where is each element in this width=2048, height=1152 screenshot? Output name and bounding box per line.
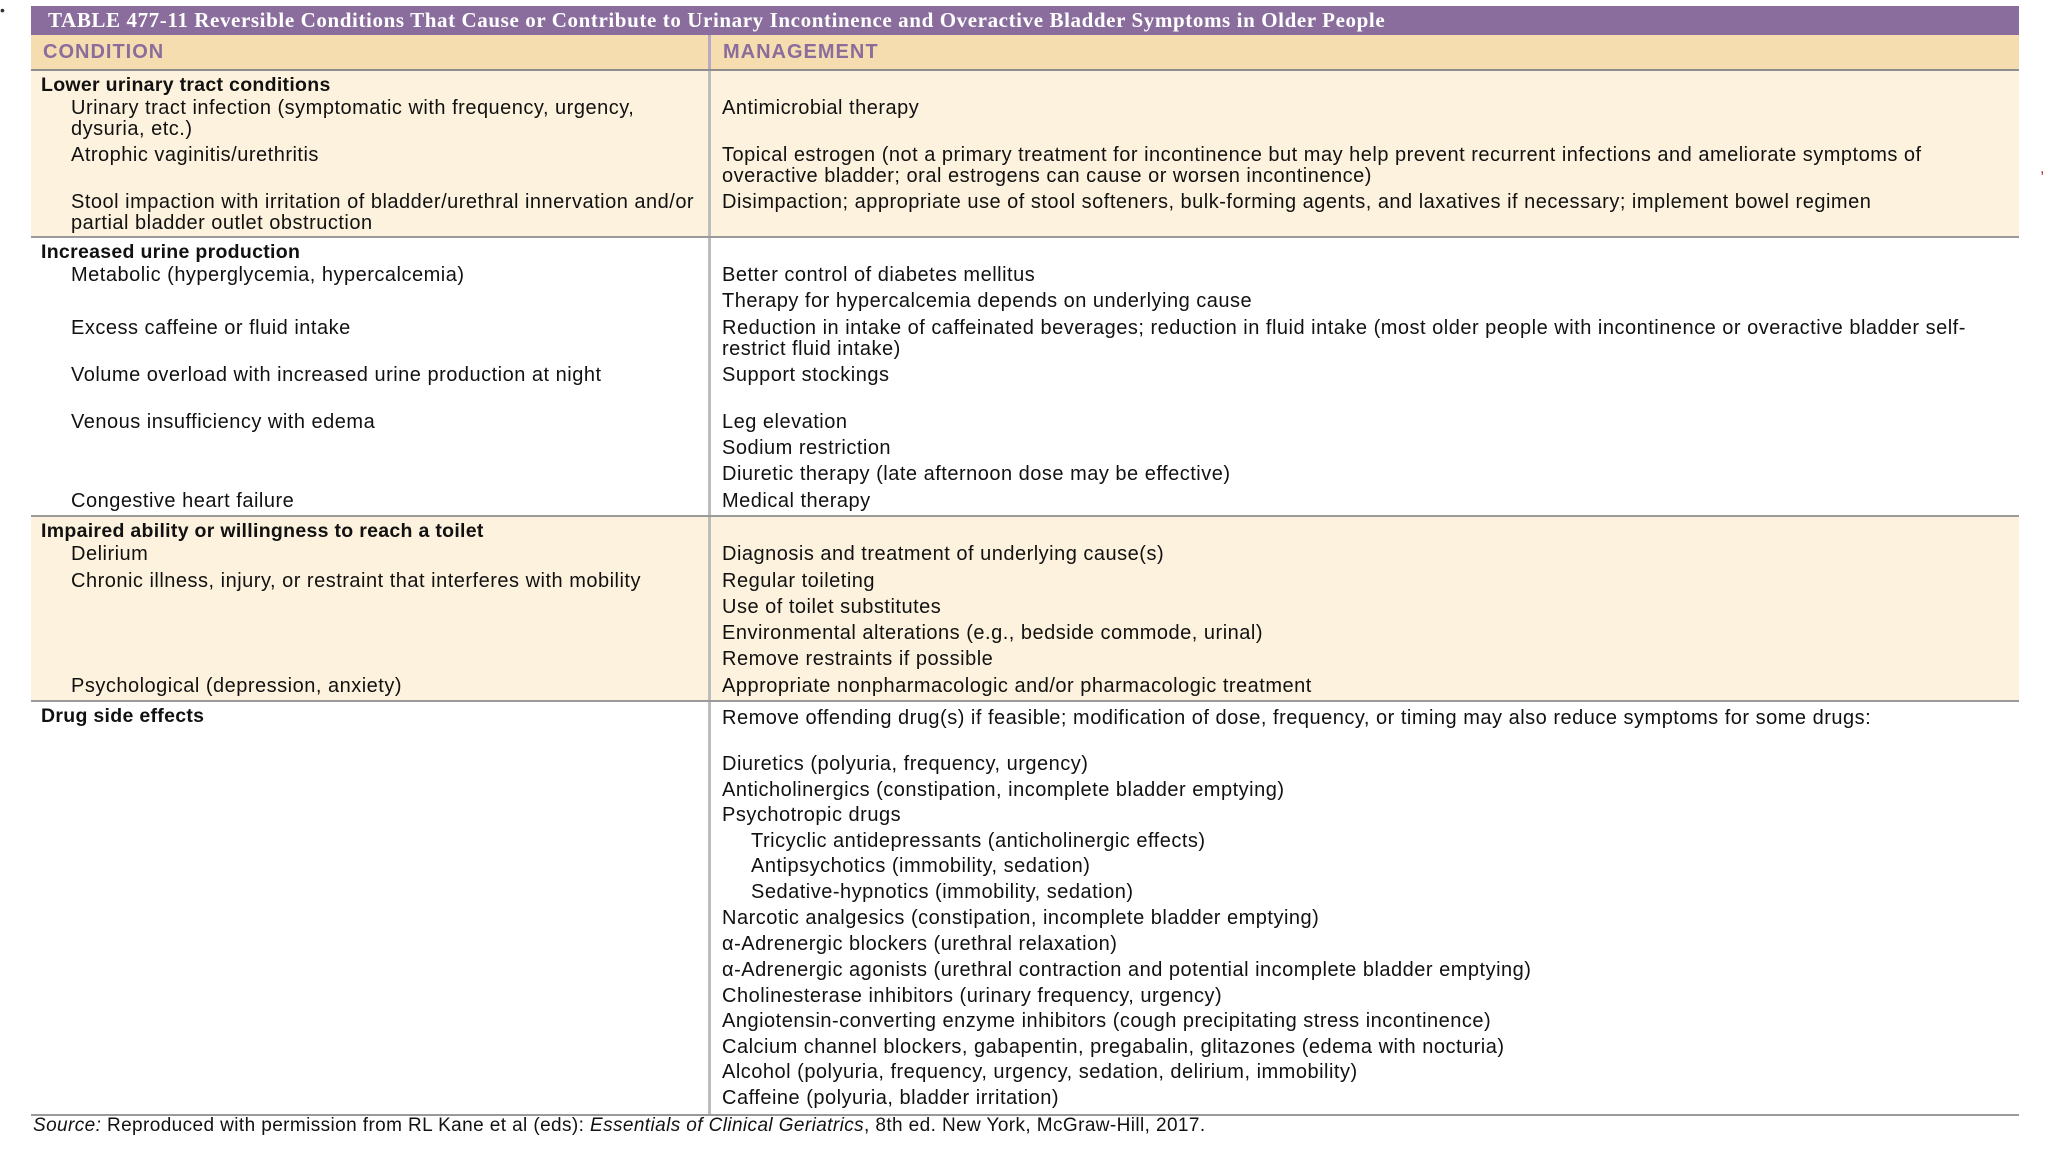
management-item: Sodium restriction — [722, 437, 892, 459]
management-item: Regular toileting — [722, 570, 876, 592]
condition-item: Chronic illness, injury, or restraint that interferes with mobility — [71, 570, 641, 592]
management-cell — [711, 238, 2019, 515]
management-item: Cholinesterase inhibitors (urinary frequency, urgency) — [722, 985, 1223, 1007]
management-item: Antimicrobial therapy — [722, 97, 920, 119]
management-item: Diuretics (polyuria, frequency, urgency) — [722, 753, 1089, 775]
management-item: Angiotensin-converting enzyme inhibitors (cough precipitating stress incontinence) — [722, 1010, 1492, 1032]
management-cell — [711, 702, 2019, 1114]
management-item: Better control of diabetes mellitus — [722, 264, 1036, 286]
management-item: Remove offending drug(s) if feasible; modification of dose, frequency, or timing may also reduce symptoms for some drugs: — [722, 707, 1872, 729]
table-title: TABLE 477-11 Reversible Conditions That Cause or Contribute to Urinary Incontinence and Overactive Bladder Symptoms in Older People — [31, 6, 2019, 35]
management-item: Calcium channel blockers, gabapentin, pregabalin, glitazones (edema with nocturia) — [722, 1036, 1505, 1058]
source-book-title: Essentials of Clinical Geriatrics — [590, 1115, 865, 1136]
management-item: Anticholinergics (constipation, incomplete bladder emptying) — [722, 779, 1285, 801]
section-increased-urine-production — [31, 238, 2019, 517]
source-note — [33, 1115, 1206, 1137]
condition-cell — [31, 517, 711, 700]
management-item: Support stockings — [722, 364, 890, 386]
corner-mark: • — [0, 2, 5, 18]
management-item: Reduction in intake of caffeinated beverages; reduction in fluid intake (most older people with incontinence or overactive bladder self-restrict fluid intake) — [722, 317, 1966, 360]
management-subitem: Antipsychotics (immobility, sedation) — [751, 855, 1091, 877]
management-item: Leg elevation — [722, 411, 848, 433]
management-subitem: Sedative-hypnotics (immobility, sedation) — [751, 881, 1134, 903]
management-item: Appropriate nonpharmacologic and/or pharmacologic treatment — [722, 675, 1312, 697]
condition-cell — [31, 238, 711, 515]
condition-item: Psychological (depression, anxiety) — [71, 675, 402, 697]
table — [31, 6, 2019, 1116]
section-lower-urinary-tract — [31, 71, 2019, 238]
section-drug-side-effects — [31, 702, 2019, 1116]
condition-item: Atrophic vaginitis/urethritis — [71, 144, 319, 166]
column-header-management: MANAGEMENT — [723, 41, 879, 63]
section-title: Drug side effects — [41, 705, 205, 727]
management-item: Use of toilet substitutes — [722, 596, 942, 618]
section-impaired-ability — [31, 517, 2019, 702]
management-item: Diagnosis and treatment of underlying cause(s) — [722, 543, 1165, 565]
source-label: Source: — [33, 1115, 102, 1136]
condition-item: Stool impaction with irritation of bladder/urethral innervation and/or partial bladder outlet obstruction — [71, 191, 695, 234]
management-item: Topical estrogen (not a primary treatment for incontinence but may help prevent recurrent infections and ameliorate symptoms of overactive bladder; oral estrogens can cause or worsen incontinence) — [722, 144, 1922, 187]
condition-item: Congestive heart failure — [71, 490, 295, 512]
management-item: Environmental alterations (e.g., bedside commode, urinal) — [722, 622, 1263, 644]
section-title: Increased urine production — [41, 241, 301, 263]
condition-item: Urinary tract infection (symptomatic with frequency, urgency, dysuria, etc.) — [71, 97, 635, 140]
source-text: Reproduced with permission from RL Kane et al (eds): — [101, 1115, 590, 1136]
management-item: Therapy for hypercalcemia depends on underlying cause — [722, 290, 1253, 312]
source-publisher: , 8th ed. New York, McGraw-Hill, 2017. — [864, 1115, 1206, 1136]
management-subitem: Tricyclic antidepressants (anticholinergic effects) — [751, 830, 1206, 852]
management-item: Remove restraints if possible — [722, 648, 994, 670]
management-item: Medical therapy — [722, 490, 871, 512]
edge-mark: , — [2040, 160, 2045, 177]
column-header-condition: CONDITION — [31, 35, 711, 69]
management-item: α-Adrenergic agonists (urethral contraction and potential incomplete bladder emptying) — [722, 959, 1532, 981]
condition-cell — [31, 71, 711, 236]
management-cell — [711, 71, 2019, 236]
management-item: Caffeine (polyuria, bladder irritation) — [722, 1087, 1060, 1109]
condition-item: Metabolic (hyperglycemia, hypercalcemia) — [71, 264, 465, 286]
management-item: α-Adrenergic blockers (urethral relaxation) — [722, 933, 1118, 955]
management-item: Diuretic therapy (late afternoon dose may be effective) — [722, 463, 1231, 485]
section-title: Lower urinary tract conditions — [41, 74, 331, 96]
management-cell — [711, 517, 2019, 700]
condition-cell — [31, 702, 711, 1114]
section-title: Impaired ability or willingness to reach a toilet — [41, 520, 484, 542]
management-item: Disimpaction; appropriate use of stool softeners, bulk-forming agents, and laxatives if necessary; implement bowel regimen — [722, 191, 1872, 213]
condition-item: Excess caffeine or fluid intake — [71, 317, 351, 339]
management-item: Psychotropic drugs — [722, 804, 902, 826]
management-item: Narcotic analgesics (constipation, incomplete bladder emptying) — [722, 907, 1320, 929]
condition-item: Delirium — [71, 543, 149, 565]
condition-item: Venous insufficiency with edema — [71, 411, 376, 433]
table-header-row — [31, 35, 2019, 71]
management-item: Alcohol (polyuria, frequency, urgency, sedation, delirium, immobility) — [722, 1061, 1358, 1083]
condition-item: Volume overload with increased urine production at night — [71, 364, 602, 386]
